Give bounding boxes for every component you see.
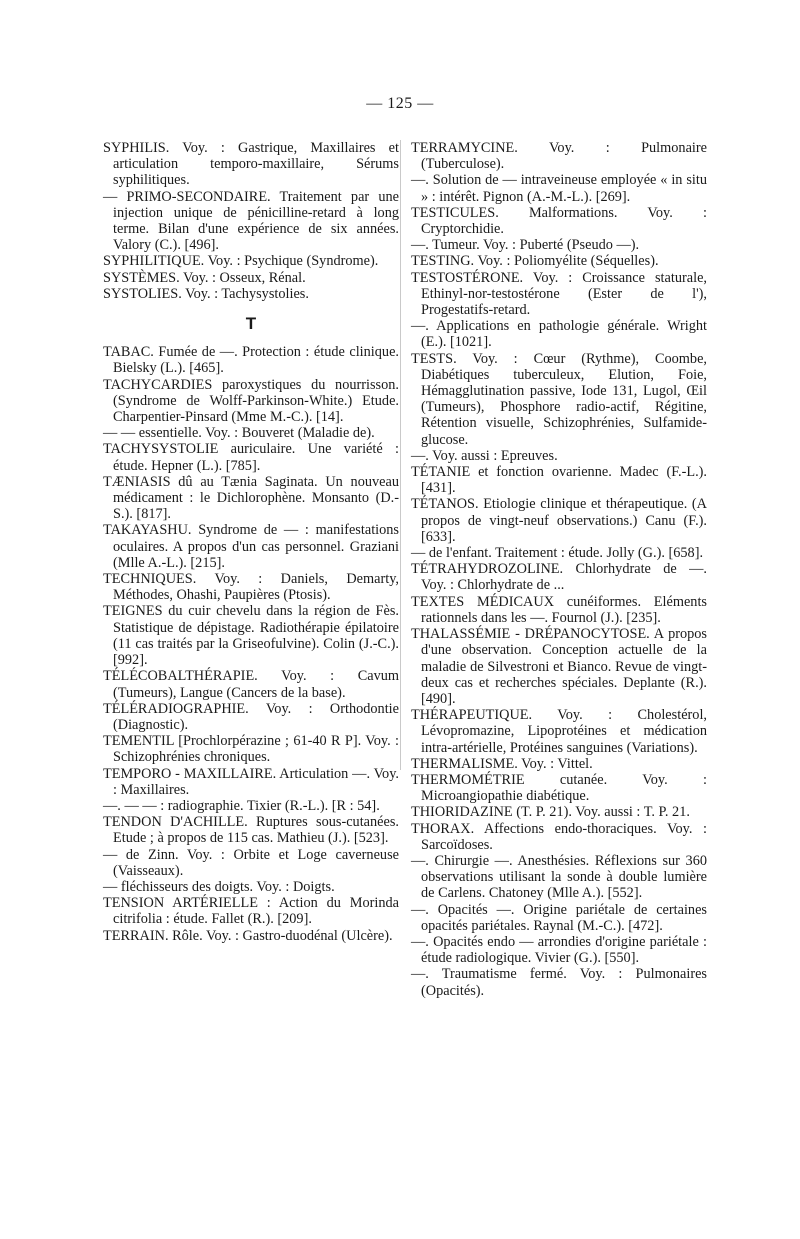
index-entry: TÉTANIE et fonction ovarienne. Madec (F.-L.). [431]. [411,464,707,497]
index-entry: TÉLÉCOBALTHÉRAPIE. Voy. : Cavum (Tumeurs), Langue (Cancers de la base). [103,668,399,701]
index-entry: TAKAYASHU. Syndrome de — : manifestations oculaires. A propos d'un cas personnel. Graziani (Mlle A.-L.). [215]. [103,522,399,571]
index-entry: TÉTANOS. Etiologie clinique et thérapeutique. (A propos de vingt-neuf observations.) Canu (F.). [633]. [411,496,707,545]
page-number: — 125 — [366,95,434,112]
index-entry: TENSION ARTÉRIELLE : Action du Morinda citrifolia : étude. Fallet (R.). [209]. [103,895,399,928]
index-entry: THIORIDAZINE (T. P. 21). Voy. aussi : T. P. 21. [411,804,690,821]
index-entry: — de Zinn. Voy. : Orbite et Loge caverneuse (Vaisseaux). [103,846,399,879]
index-entry: —. Opacités endo — arrondies d'origine pariétale : étude radiologique. Vivier (G.). [550]. [411,933,707,967]
index-entry: TEIGNES du cuir chevelu dans la région de Fès. Statistique de dépistage. Radiothérapie épilatoire (11 cas traités par la Griseofulvine). Colin (J.-C.). [992]. [103,603,399,669]
index-entry: TEMENTIL [Prochlorpérazine ; 61-40 R P]. Voy. : Schizophrénies chroniques. [103,733,399,766]
index-entry: TEMPORO - MAXILLAIRE. Articulation —. Voy. : Maxillaires. [103,765,399,798]
index-entry: —. Traumatisme fermé. Voy. : Pulmonaires (Opacités). [411,966,707,999]
index-entry: —. Voy. aussi : Epreuves. [411,447,558,464]
index-entry: TESTS. Voy. : Cœur (Rythme), Coombe, Diabétiques tuberculeux, Elution, Foie, Hémagglutination passive, Iode 131, Lugol, Œil (Tumeurs), Phosphore radio-actif, Régitine, Rétention visuelle, Schizophrénies, Sulfamide-glucose. [411,350,707,448]
index-entry: —. Solution de — intraveineuse employée « in situ » : intérêt. Pignon (A.-M.-L.). [269]. [411,172,707,205]
index-entry: TACHYCARDIES paroxystiques du nourrisson. (Syndrome de Wolff-Parkinson-White.) Etude. Charpentier-Pinsard (Mme M.-C.). [14]. [103,376,399,426]
index-entry: THERMOMÉTRIE cutanée. Voy. : Microangiopathie diabétique. [411,771,707,805]
index-entry: —. Applications en pathologie générale. Wright (E.). [1021]. [411,318,707,351]
index-entry: TACHYSYSTOLIE auriculaire. Une variété : étude. Hepner (L.). [785]. [103,441,399,474]
section-letter: T [245,314,257,334]
index-entry: — de l'enfant. Traitement : étude. Jolly (G.). [658]. [411,545,704,562]
index-entry: TERRAIN. Rôle. Voy. : Gastro-duodénal (Ulcère). [103,927,393,944]
index-entry: TERRAMYCINE. Voy. : Pulmonaire (Tuberculose). [411,140,707,173]
index-entry: THÉRAPEUTIQUE. Voy. : Cholestérol, Lévopromazine, Lipoprotéines et médication intra-artérielle, Protéines sanguines (Variations). [411,707,707,756]
index-column-right [411,140,707,999]
index-entry: TECHNIQUES. Voy. : Daniels, Demarty, Méthodes, Ohashi, Paupières (Ptosis). [103,571,399,604]
index-entry: THALASSÉMIE - DRÉPANOCYTOSE. A propos d'une observation. Conception actuelle de la maladie de Silvestroni et Bianco. Revue de vingt-deux cas et recherches spéciales. Deplante (R.). [490]. [411,626,707,707]
index-entry: SYPHILIS. Voy. : Gastrique, Maxillaires et articulation temporo-maxillaire, Sérums syphilitiques. [103,140,399,189]
column-divider [400,140,401,770]
index-entry: TESTICULES. Malformations. Voy. : Cryptorchidie. [411,204,707,238]
index-entry: — fléchisseurs des doigts. Voy. : Doigts. [103,878,335,895]
index-entry: SYSTÈMES. Voy. : Osseux, Rénal. [103,269,306,286]
index-column-left [103,140,399,944]
index-entry: TÆNIASIS dû au Tænia Saginata. Un nouveau médicament : le Dichlorophène. Monsanto (D.-S.). [817]. [103,473,399,523]
index-entry: TESTOSTÉRONE. Voy. : Croissance staturale, Ethinyl-nor-testostérone (Ester de l'), Progestatifs-retard. [411,269,707,319]
index-entry: TENDON D'ACHILLE. Ruptures sous-cutanées. Etude ; à propos de 115 cas. Mathieu (J.). [523]. [103,814,399,847]
index-entry: — PRIMO-SECONDAIRE. Traitement par une injection unique de pénicilline-retard à long terme. Bilan d'une expérience de six années. Valory (C.). [496]. [103,188,399,254]
index-entry: TESTING. Voy. : Poliomyélite (Séquelles). [411,253,659,270]
index-entry: — — essentielle. Voy. : Bouveret (Maladie de). [103,425,375,442]
index-entry: SYSTOLIES. Voy. : Tachysystolies. [103,285,309,302]
index-entry: THORAX. Affections endo-thoraciques. Voy. : Sarcoïdoses. [411,820,707,853]
index-entry: —. Tumeur. Voy. : Puberté (Pseudo —). [411,237,640,254]
index-entry: —. Chirurgie —. Anesthésies. Réflexions sur 360 observations utilisant la sonde à double lumière de Carlens. Chatoney (Mlle A.). [552]. [411,852,707,902]
index-entry: SYPHILITIQUE. Voy. : Psychique (Syndrome). [103,253,379,270]
index-entry: TABAC. Fumée de —. Protection : étude clinique. Bielsky (L.). [465]. [103,344,399,377]
index-entry: —. — — : radiographie. Tixier (R.-L.). [R : 54]. [103,797,380,814]
index-entry: THERMALISME. Voy. : Vittel. [411,755,593,772]
index-entry: TEXTES MÉDICAUX cunéiformes. Eléments rationnels dans les —. Fournol (J.). [235]. [411,593,707,626]
index-entry: TÉTRAHYDROZOLINE. Chlorhydrate de —. Voy. : Chlorhydrate de ... [411,561,707,594]
index-entry: —. Opacités —. Origine pariétale de certaines opacités pariétales. Raynal (M.-C.). [472]. [411,901,707,934]
index-entry: TÉLÉRADIOGRAPHIE. Voy. : Orthodontie (Diagnostic). [103,700,399,733]
